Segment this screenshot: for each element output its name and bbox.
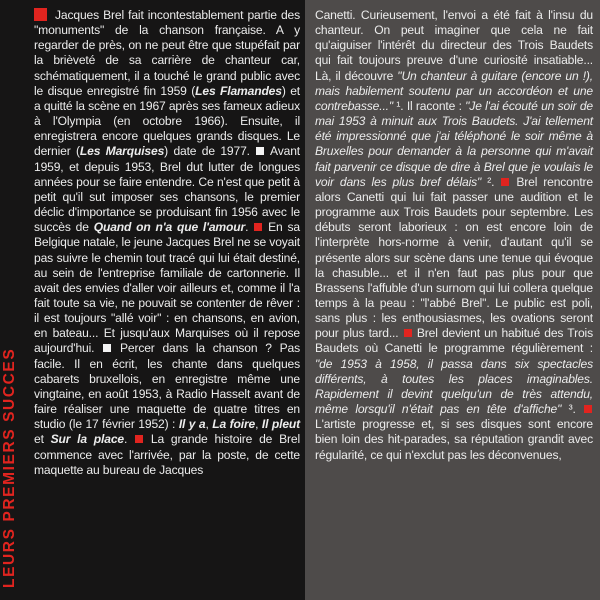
song-title: La foire: [212, 417, 256, 432]
text-run: Canetti. Curieusement, l'envoi a été fait à l'insu du chanteur. On peut imaginer que cela ne fait qu'aiguiser l'intérêt du directeur des Trois Baudets qui fait toujours preuve d'une curiosité insatiable... Là, il découvre: [315, 8, 593, 83]
paragraph-marker-icon: [135, 435, 143, 443]
song-title: Sur la place: [50, 432, 124, 447]
footnote-ref: ².: [481, 174, 495, 189]
right-column: [315, 8, 593, 463]
text-run: Jacques Brel fait incontestablement partie des "monuments" de la chanson française. A y regarder de près, on ne peut être que stupéfait par la brièveté de sa carrière de chanteur car, schématiquement, il a touché le grand public avec le disque enregistré fin 1959 (: [34, 8, 300, 98]
left-paragraph: [34, 8, 300, 478]
text-run: Brel rencontre alors Canetti qui lui fait passer une audition et le programme aux Trois Baudets pour septembre. Les débuts seront laborieux : on est encore loin de l'interprète hors-norme à venir, d'autant qu'il se présente alors sur scène dans une tenue qui évoque la chasuble... et il n'en faut pas plus pour que Brassens l'affuble d'un surnom qui lui collera quelque temps à la peau : "l'abbé Brel". Le public est poli, sans plus : les enthousiasmes, les ovations seront pour plus tard...: [315, 174, 593, 341]
song-title: Il y a: [178, 417, 206, 432]
song-title: Quand on n'a que l'amour: [93, 220, 246, 235]
text-run: ,: [205, 417, 213, 432]
footnote-ref: ¹. Il raconte :: [393, 98, 466, 113]
text-run: Avant 1959, et depuis 1953, Brel dut lutter de longues années pour se faire entendre. Ce n'est que petit à petit qu'il sut imposer ses chansons, le premier déclic d'importance se produisant fin 1956 avec le succès de: [34, 144, 300, 235]
song-title: Il pleut: [261, 417, 301, 432]
paragraph-marker-icon: [34, 8, 47, 21]
paragraph-marker-icon: [404, 329, 412, 337]
text-run: .: [245, 220, 249, 235]
footnote-ref: ³.: [561, 402, 576, 417]
left-column: [34, 8, 300, 478]
text-run: ,: [255, 417, 262, 432]
text-run: L'artiste progresse et, si ses disques sont encore bien loin des hit-parades, sa réputation grandit avec régularité, ce qui n'exclut pas les déconvenues,: [315, 417, 593, 462]
text-run: et: [34, 432, 51, 447]
text-run: .: [123, 432, 128, 447]
text-run: Brel devient un habitué des Trois Baudets où Canetti le programme régulièrement :: [315, 326, 593, 356]
album-title: Les Flamandes: [195, 83, 282, 98]
paragraph-marker-icon: [501, 178, 509, 186]
paragraph-marker-icon: [584, 405, 592, 413]
text-run: En sa Belgique natale, le jeune Jacques Brel ne se voyait pas suivre le chemin tout tracé qui lui était destiné, au sein de l'entreprise familiale de cartonnerie. Il avait des envies d'aller voir ailleurs et, comme il l'a fait toute sa vie, ne pouvait se contenter de rêver : il est toujours "allé voir" : en chansons, en avion, en bateau... Et jusqu'aux Marquises où il repose aujourd'hui.: [34, 220, 300, 356]
text-run: Percer dans la chanson ? Pas facile. Il en écrit, les chante dans quelques cabarets bruxellois, en enregistre même une vingtaine, en août 1953, à Radio Hasselt avant de faire réaliser une maquette de quatre titres en studio (le 17 février 1952) :: [34, 341, 300, 432]
text-run: ) et a quitté la scène en 1967 après ses fameux adieux à l'Olympia (en octobre 1966). Ensuite, il enregistrera encore quelques grands disques. Le dernier (: [34, 83, 301, 159]
paragraph-marker-icon: [254, 223, 262, 231]
quote: "Un chanteur à guitare (encore un !), mais habilement soutenu par un accordéon et une contrebasse...": [315, 68, 593, 113]
text-run: La grande histoire de Brel commence avec l'arrivée, par la poste, de cette maquette au bureau de Jacques: [34, 432, 300, 477]
text-run: ) date de 1977.: [164, 144, 250, 159]
album-title: Les Marquises: [79, 144, 165, 159]
right-paragraph: [315, 8, 593, 463]
paragraph-marker-icon: [103, 344, 111, 352]
quote: "de 1953 à 1958, il passa dans six spectacles différents, à toutes les places imaginables. Rapidement il devint quelqu'un de très attendu, même lorsqu'il n'était pas en tête d'affiche": [315, 356, 593, 417]
quote: "Je l'ai écouté un soir de mai 1953 à minuit aux Trois Baudets. J'ai tellement été impressionné que j'ai téléphoné le soir même à Bruxelles pour demander à la personne qui m'avait fait parvenir ce disque de dire à Brel que je voulais le voir dans les plus bref délais": [315, 98, 593, 189]
paragraph-marker-icon: [256, 147, 264, 155]
section-title: LEURS PREMIERS SUCCES: [1, 347, 18, 588]
